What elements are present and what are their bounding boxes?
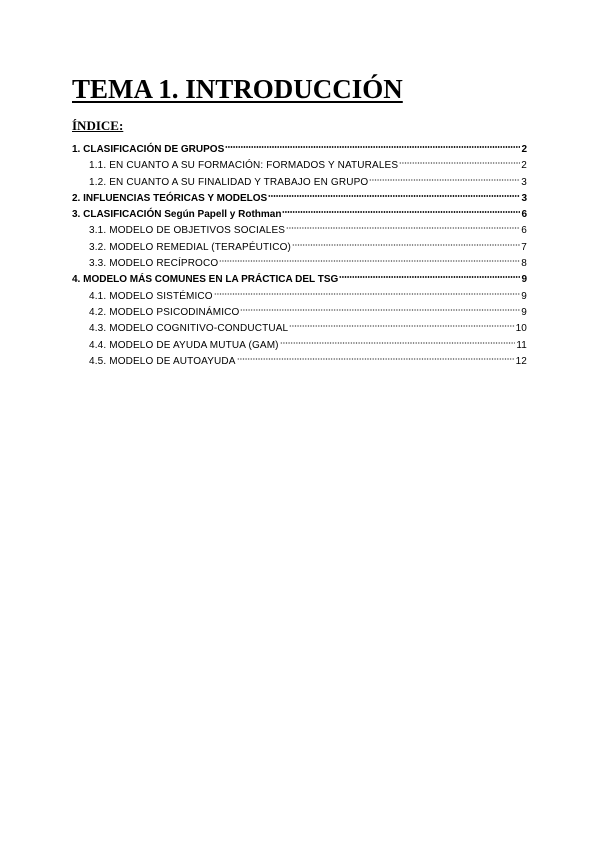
- toc-page-number: 3: [521, 176, 527, 188]
- toc-page-number: 9: [521, 274, 527, 286]
- toc-page-number: 2: [521, 144, 527, 155]
- toc-leader-dots: [286, 226, 520, 230]
- toc-leader-dots: [237, 357, 515, 361]
- toc-entry[interactable]: [72, 207, 527, 223]
- toc-entry[interactable]: [72, 240, 527, 256]
- toc-entry-label: 4. MODELO MÁS COMUNES EN LA PRÁCTICA DEL TSG: [72, 274, 339, 286]
- toc-entry[interactable]: [72, 175, 527, 191]
- toc-entry[interactable]: [72, 289, 527, 305]
- toc-leader-dots: [280, 341, 516, 345]
- toc-page-number: 10: [515, 323, 527, 335]
- toc-entry-label: 3.1. MODELO DE OBJETIVOS SOCIALES: [89, 225, 286, 237]
- toc-page-number: 7: [521, 241, 527, 253]
- toc-entry-label: 1.1. EN CUANTO A SU FORMACIÓN: FORMADOS Y NATURALES: [89, 160, 399, 172]
- toc-entry-label: 4.4. MODELO DE AYUDA MUTUA (GAM): [89, 339, 279, 351]
- toc-entry[interactable]: [72, 142, 527, 158]
- toc-entry-label: 2. INFLUENCIAS TEÓRICAS Y MODELOS: [72, 192, 268, 204]
- toc-entry[interactable]: [72, 158, 527, 174]
- toc-entry[interactable]: [72, 223, 527, 239]
- toc-entry-label: 1.2. EN CUANTO A SU FINALIDAD Y TRABAJO EN GRUPO: [89, 176, 369, 188]
- toc-page-number: 2: [521, 160, 527, 172]
- toc-leader-dots: [214, 292, 521, 296]
- toc-page-number: 9: [521, 290, 527, 302]
- index-heading: ÍNDICE:: [72, 118, 124, 133]
- toc-entry[interactable]: [72, 354, 527, 370]
- toc-entry[interactable]: [72, 338, 527, 354]
- toc-page-number: 9: [521, 306, 527, 318]
- toc-entry-label: 4.1. MODELO SISTÉMICO: [89, 290, 213, 302]
- toc-entry-label: 3.2. MODELO REMEDIAL (TERAPÉUTICO): [89, 241, 291, 253]
- toc-entry[interactable]: [72, 321, 527, 337]
- table-of-contents: [72, 142, 527, 370]
- toc-leader-dots: [292, 243, 520, 247]
- toc-entry-label: 4.2. MODELO PSICODINÁMICO: [89, 306, 240, 318]
- toc-entry-label: 4.5. MODELO DE AUTOAYUDA: [89, 355, 236, 367]
- toc-entry[interactable]: [72, 272, 527, 288]
- toc-page-number: 6: [521, 209, 527, 221]
- toc-leader-dots: [399, 161, 520, 165]
- toc-leader-dots: [369, 178, 520, 182]
- toc-page-number: 6: [521, 225, 527, 237]
- toc-leader-dots: [289, 324, 514, 328]
- document-title: TEMA 1. INTRODUCCIÓN: [72, 74, 403, 104]
- toc-leader-dots: [219, 259, 520, 263]
- toc-entry-label: 4.3. MODELO COGNITIVO-CONDUCTUAL: [89, 323, 289, 335]
- toc-entry[interactable]: [72, 305, 527, 321]
- toc-leader-dots: [339, 275, 520, 279]
- toc-page-number: 12: [515, 355, 527, 367]
- toc-page-number: 3: [521, 192, 527, 204]
- toc-leader-dots: [282, 210, 520, 214]
- toc-entry[interactable]: [72, 191, 527, 207]
- toc-entry[interactable]: [72, 256, 527, 272]
- toc-entry-label: 3. CLASIFICACIÓN Según Papell y Rothman: [72, 209, 282, 221]
- toc-leader-dots: [268, 194, 520, 198]
- toc-leader-dots: [240, 308, 520, 312]
- toc-entry-label: 3.3. MODELO RECÍPROCO: [89, 258, 219, 270]
- toc-page-number: 11: [516, 339, 527, 351]
- toc-entry-label: 1. CLASIFICACIÓN DE GRUPOS: [72, 144, 225, 155]
- toc-page-number: 8: [521, 258, 527, 270]
- toc-leader-dots: [225, 145, 520, 149]
